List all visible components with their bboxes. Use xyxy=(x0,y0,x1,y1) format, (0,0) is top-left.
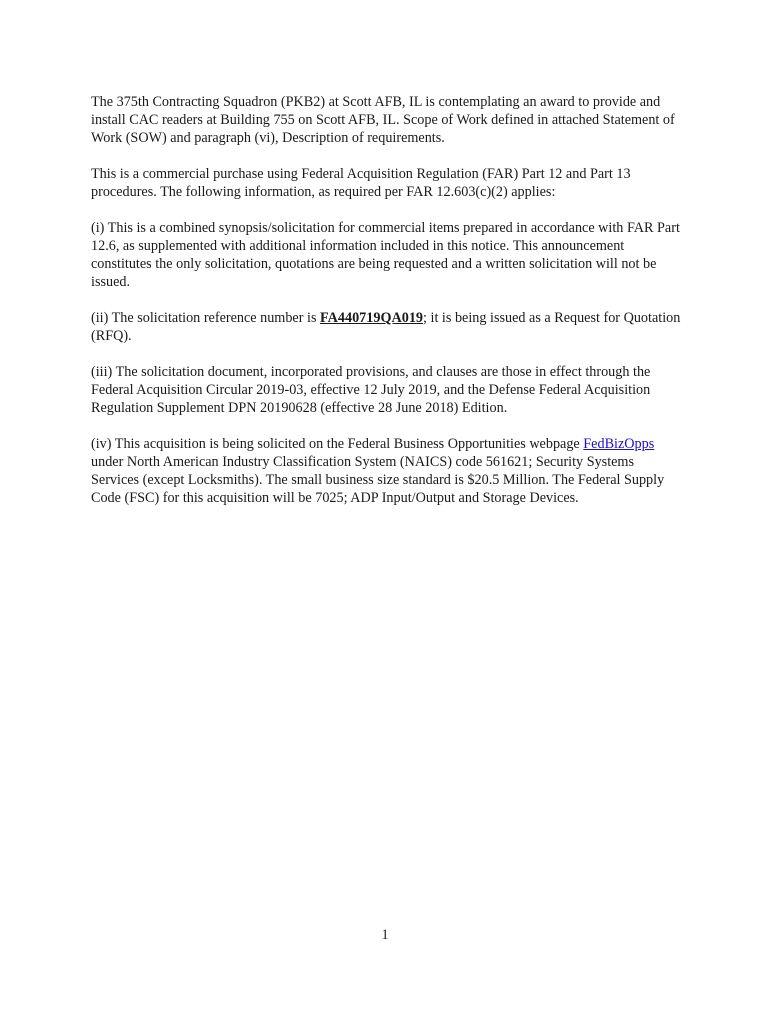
item-iv-text-end: under North American Industry Classification System (NAICS) code 561621; Security Systems Services (except Locksmiths). The small business size standard is $20.5 Million. The Federal Supply Code (FSC) for this acquisition will be 7025; ADP Input/Output and Storage Devices. xyxy=(91,454,665,506)
fedbizopps-link[interactable]: FedBizOpps xyxy=(583,436,655,452)
item-iv-paragraph xyxy=(91,435,681,507)
intro-paragraph: The 375th Contracting Squadron (PKB2) at Scott AFB, IL is contemplating an award to provide and install CAC readers at Building 755 on Scott AFB, IL. Scope of Work defined in attached Statement of Work (SOW) and paragraph (vi), Description of requirements. xyxy=(91,94,675,146)
item-ii-paragraph xyxy=(91,309,681,345)
item-i-paragraph: (i) This is a combined synopsis/solicitation for commercial items prepared in accordance with FAR Part 12.6, as supplemented with additional information included in this notice. This announcement constitutes the only solicitation, quotations are being requested and a written solicitation will not be issued. xyxy=(91,220,680,290)
item-iv-text-start: (iv) This acquisition is being solicited on the Federal Business Opportunities webpage xyxy=(91,436,584,452)
item-ii-text-end: ; it is being issued as a Request for Quotation (RFQ). xyxy=(91,310,681,344)
item-iii-paragraph: (iii) The solicitation document, incorporated provisions, and clauses are those in effect through the Federal Acquisition Circular 2019-03, effective 12 July 2019, and the Defense Federal Acquisition Regulation Supplement DPN 20190628 (effective 28 June 2018) Edition. xyxy=(91,364,651,416)
item-ii-text-start: (ii) The solicitation reference number is xyxy=(91,310,321,326)
document-body xyxy=(91,93,681,525)
solicitation-reference-number: FA440719QA019 xyxy=(320,310,424,326)
commercial-purchase-paragraph: This is a commercial purchase using Federal Acquisition Regulation (FAR) Part 12 and Part 13 procedures. The following information, as required per FAR 12.603(c)(2) applies: xyxy=(91,166,631,200)
page-number: 1 xyxy=(381,927,389,943)
